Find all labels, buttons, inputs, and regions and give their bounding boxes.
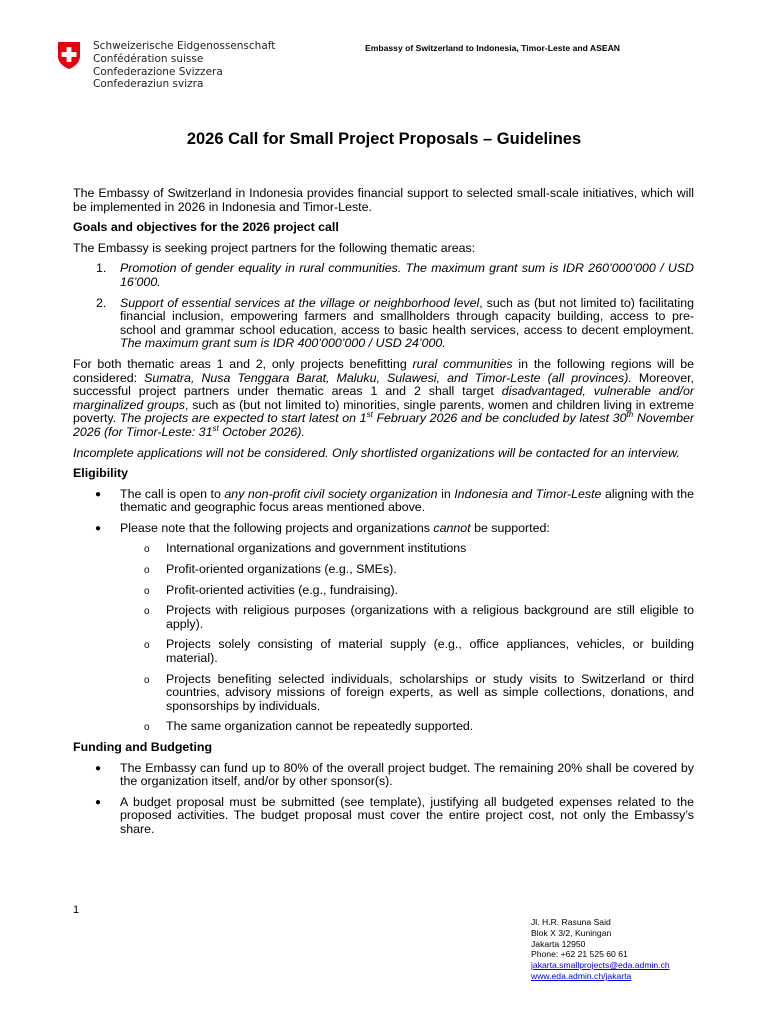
funding-list <box>73 762 694 837</box>
email-link[interactable]: jakarta.smallprojects@eda.admin.ch <box>531 960 670 971</box>
funding-item: ● A budget proposal must be submitted (see template), justifying all budgeted expenses related to the proposed activities. The budget proposal must cover the entire project cost, not only the Embassy’s share. <box>95 794 694 836</box>
circle-bullet-icon: o <box>144 640 150 652</box>
exclusion-item: o Profit-oriented organizations (e.g., SMEs). <box>144 562 397 577</box>
incomplete-note: Incomplete applications will not be considered. Only shortlisted organizations will be contacted for an interview. <box>73 445 680 460</box>
eligibility-item-open: ● The call is open to any non-profit civil society organization in Indonesia and Timor-Leste aligning with the thematic and geographic focus areas mentioned above. <box>95 486 694 515</box>
website-link[interactable]: www.eda.admin.ch/jakarta <box>531 970 632 981</box>
address-city: Jakarta 12950 <box>531 938 586 949</box>
address-phone: Phone: +62 21 525 60 61 <box>531 949 628 960</box>
list-number: 1. <box>96 261 107 276</box>
exclusions-list <box>120 542 694 734</box>
address-street: Jl. H.R. Rasuna Said <box>531 917 611 927</box>
funding-heading: Funding and Budgeting <box>73 740 213 754</box>
document-title: 2026 Call for Small Project Proposals – Guidelines <box>186 130 582 148</box>
thematic-area-1 <box>73 262 694 289</box>
bullet-icon: ● <box>95 522 102 534</box>
exclusion-item: o Projects with religious purposes (organizations with a religious background are still eligible to apply). <box>144 603 694 631</box>
eligibility-item-exclusions: ● Please note that the following projects and organizations cannot be supported: o International organizations and government institutions o Profit-oriented organizations (e.g., SMEs). o Profit-oriented activities (e.g., fundraising). o Projects with religious purposes (organizations with a religious background are still eligible to apply). o Projects solely consisting of material supply (e.g., office appliances, vehicles, or building material). o Projects benefiting selected individuals, scholarships or study visits to Switzerland or third countries, advisory missions of foreign experts, as well as simple collections, donations, and sponsorships by individuals. o The same organization cannot be repeatedly supported. <box>95 520 694 734</box>
contact-address <box>531 917 670 982</box>
eligibility-heading: Eligibility <box>73 466 129 481</box>
org-name-de: Schweizerische Eidgenossenschaft <box>93 40 276 52</box>
thematic-areas-list <box>73 262 694 351</box>
list-number: 2. <box>96 295 107 310</box>
goals-heading: Goals and objectives for the 2026 project call <box>73 220 339 235</box>
exclusion-item: o International organizations and government institutions <box>144 541 467 556</box>
regions-paragraph: For both thematic areas 1 and 2, only projects benefitting rural communities in the following regions will be considered: Sumatra, Nusa Tenggara Barat, Maluku, Sulawesi, and Timor-Leste (all provinces). Moreover, successful project partners under thematic areas 1 and 2 shall target disadvantaged, vulnerable and/or marginalized groups, such as (but not limited to) minorities, single parents, women and children living in extreme poverty. The projects are expected to start latest on 1st February 2026 and be concluded by latest 30th November 2026 (for Timor-Leste: 31st October 2026). <box>73 356 694 439</box>
swiss-cross-logo <box>54 40 84 70</box>
exclusion-item: o Projects benefiting selected individuals, scholarships or study visits to Switzerland or third countries, advisory missions of foreign experts, as well as simple collections, donations, and sponsorships by individuals. <box>144 671 694 713</box>
thematic-area-2-text: , such as (but not limited to) facilitating financial inclusion, empowering farmers and smallholders through capacity building, access to pre-school and grammar school education, access to basic health services, access to decent employment. <box>120 295 694 337</box>
thematic-area-2-title: Support of essential services at the village or neighborhood level <box>120 295 480 310</box>
bullet-icon: ● <box>95 796 102 808</box>
org-name-fr: Confédération suisse <box>93 52 204 65</box>
address-block: Blok X 3/2, Kuningan <box>531 927 612 938</box>
org-name-it: Confederazione Svizzera <box>93 65 223 78</box>
confederation-names <box>93 40 275 91</box>
circle-bullet-icon: o <box>144 565 150 577</box>
exclusion-item: o Projects solely consisting of material supply (e.g., office appliances, vehicles, or building material). <box>144 637 694 666</box>
circle-bullet-icon: o <box>144 544 150 556</box>
document-body <box>73 187 694 844</box>
bullet-icon: ● <box>95 488 102 500</box>
circle-bullet-icon: o <box>144 674 150 686</box>
circle-bullet-icon: o <box>144 722 150 734</box>
bullet-icon: ● <box>95 762 102 774</box>
funding-item: ● The Embassy can fund up to 80% of the overall project budget. The remaining 20% shall be covered by the organization itself, and/or by other sponsor(s). <box>95 760 694 789</box>
exclusion-item: o Profit-oriented activities (e.g., fundraising). <box>144 582 399 597</box>
circle-bullet-icon: o <box>144 606 150 618</box>
thematic-area-1-text: Promotion of gender equality in rural communities. The maximum grant sum is IDR 260’000’000 / USD 16’000. <box>120 261 694 289</box>
goals-lead: The Embassy is seeking project partners for the following thematic areas: <box>73 240 476 255</box>
embassy-header: Embassy of Switzerland to Indonesia, Timor-Leste and ASEAN <box>365 43 620 53</box>
eligibility-list <box>73 488 694 734</box>
exclusion-item: o The same organization cannot be repeatedly supported. <box>144 719 474 734</box>
page-number: 1 <box>73 904 80 916</box>
circle-bullet-icon: o <box>144 585 150 597</box>
thematic-area-2-grant: The maximum grant sum is IDR 400’000’000 / USD 24’000. <box>120 336 446 351</box>
intro-paragraph: The Embassy of Switzerland in Indonesia provides financial support to selected small-scale initiatives, which will be implemented in 2026 in Indonesia and Timor-Leste. <box>73 186 694 214</box>
org-name-rm: Confederaziun svizra <box>93 78 204 91</box>
thematic-area-2 <box>73 297 694 351</box>
